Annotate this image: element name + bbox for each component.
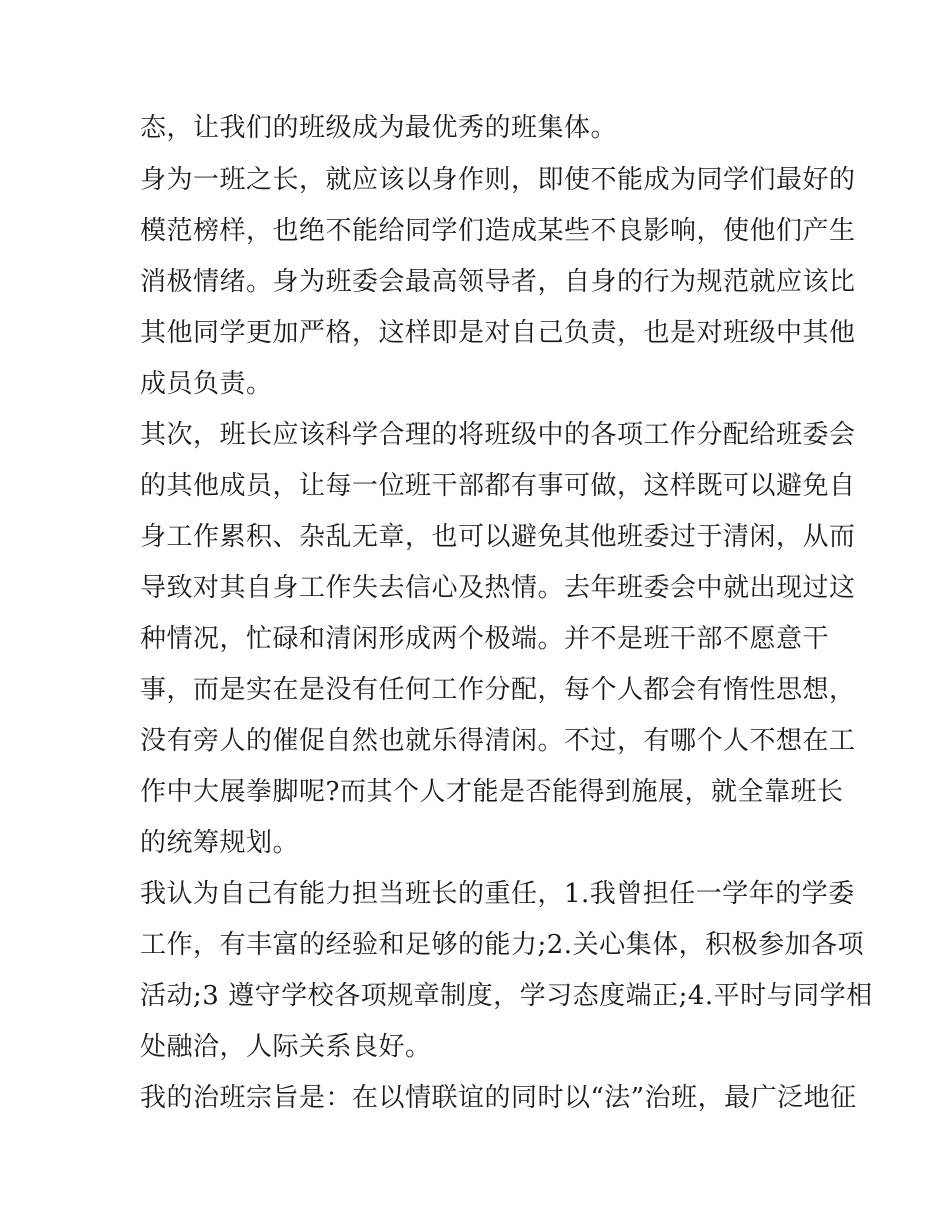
text-line: 的其他成员，让每一位班干部都有事可做，这样既可以避免自 <box>140 471 856 501</box>
text-line: 活动;3 遵守学校各项规章制度，学习态度端正;4.平时与同学相 <box>140 981 873 1011</box>
text-line: 没有旁人的催促自然也就乐得清闲。不过，有哪个人不想在工 <box>140 726 856 756</box>
text-line: 我认为自己有能力担当班长的重任，1.我曾担任一学年的学委 <box>140 879 855 909</box>
text-line: 身工作累积、杂乱无章，也可以避免其他班委过于清闲，从而 <box>140 522 856 552</box>
text-line: 作中大展拳脚呢?而其个人才能是否能得到施展，就全靠班长 <box>140 777 844 807</box>
text-line: 的统筹规划。 <box>140 828 300 858</box>
text-line: 种情况，忙碌和清闲形成两个极端。并不是班干部不愿意干 <box>140 624 830 654</box>
text-line: 其他同学更加严格，这样即是对自己负责，也是对班级中其他 <box>140 318 856 348</box>
text-line: 态，让我们的班级成为最优秀的班集体。 <box>140 113 618 143</box>
text-line: 导致对其自身工作失去信心及热情。去年班委会中就出现过这 <box>140 573 856 603</box>
text-line: 事，而是实在是没有任何工作分配，每个人都会有惰性思想， <box>140 675 856 705</box>
text-line: 模范榜样，也绝不能给同学们造成某些不良影响，使他们产生 <box>140 216 856 246</box>
text-line: 我的治班宗旨是：在以情联谊的同时以“法”治班，最广泛地征 <box>140 1083 857 1113</box>
text-line: 其次，班长应该科学合理的将班级中的各项工作分配给班委会 <box>140 420 856 450</box>
text-line: 处融洽，人际关系良好。 <box>140 1032 432 1062</box>
text-line: 消极情绪。身为班委会最高领导者，自身的行为规范就应该比 <box>140 267 856 297</box>
text-line: 身为一班之长，就应该以身作则，即使不能成为同学们最好的 <box>140 165 856 195</box>
text-line: 工作，有丰富的经验和足够的能力;2.关心集体，积极参加各项 <box>140 930 865 960</box>
text-line: 成员负责。 <box>140 369 273 399</box>
